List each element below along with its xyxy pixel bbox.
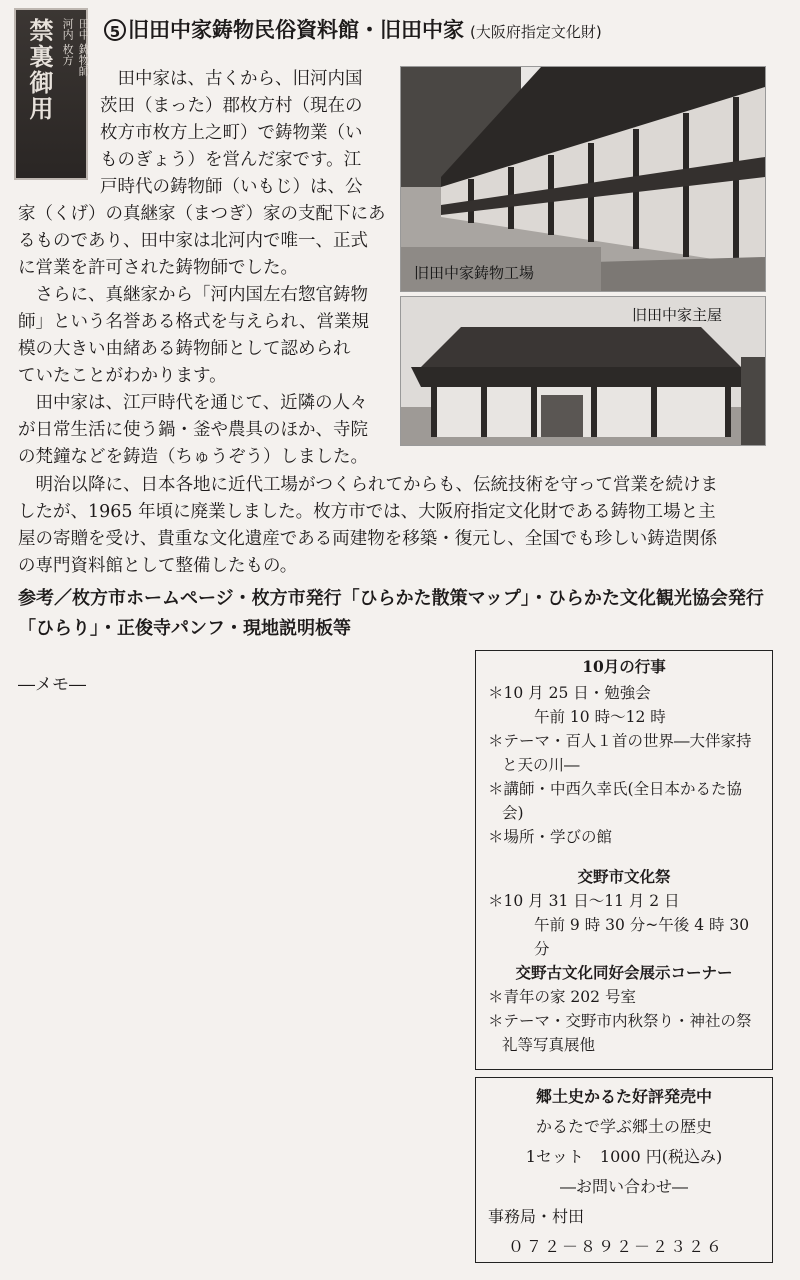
intro-line: るものであり、田中家は北河内で唯一、正式 [18,231,368,251]
intro-line: 家（くげ）の真継家（まつぎ）家の支配下にあ [18,204,386,224]
references: 参考／枚方市ホームページ・枚方市発行「ひらかた散策マップ」・ひらかた文化観光協会発行「ひらり」・正俊寺パンフ・現地説明板等 [18,588,764,639]
karuta-box [475,1077,773,1263]
intro-line: 田中家は、古くから、旧河内国 [100,69,363,89]
intro-line: ていたことがわかります。 [18,366,227,386]
foundry-photo [400,66,766,292]
body-line: 屋の寄贈を受け、貴重な文化遺産である両建物を移築・復元し、全国でも珍しい鋳造関係 [18,529,718,549]
intro-line: ものぎょう）を営んだ家です。江 [100,150,362,170]
contact-heading: ―お問い合わせ― [559,1177,688,1196]
event-lecturer: ＊講師・中西久幸氏(全日本かるた協会) [488,780,743,822]
intro-line: に営業を許可された鋳物師でした。 [18,258,298,278]
intro-line: 戸時代の鋳物師（いもじ）は、公 [100,177,363,197]
foundry-caption: 旧田中家鋳物工場 [414,264,535,282]
signboard-sub-text-2: 田中 鋳物師 [77,18,91,77]
title-text: 旧田中家鋳物民俗資料館・旧田中家 [128,18,464,42]
intro-line: 師」という名誉ある格式を与えられ、営業規 [18,312,370,332]
intro-line: 田中家は、江戸時代を通じて、近隣の人々 [18,393,368,413]
event-time: 午前 10 時～12 時 [534,708,666,726]
title-number: 5 [104,19,126,41]
intro-line: が日常生活に使う鍋・釜や農具のほか、寺院 [18,420,368,440]
karuta-heading: 郷土史かるた好評発売中 [535,1087,712,1106]
karuta-subtitle: かるたで学ぶ郷土の歴史 [535,1117,712,1136]
memo-label: ―メモ― [18,675,86,695]
event-place: ＊場所・学びの館 [488,828,613,846]
main-house-caption: 旧田中家主屋 [632,306,723,324]
karuta-price: 1セット 1000 円(税込み) [525,1147,723,1166]
exhibit-heading: 交野古文化同好会展示コーナー [515,963,733,982]
signboard-main-text: 禁裏御用 [25,18,54,122]
festival-date: ＊10 月 31 日～11 月 2 日 [488,892,680,910]
body-line: 明治以降に、日本各地に近代工場がつくられてからも、伝統技術を守って営業を続けま [18,475,718,495]
page-title [104,14,602,44]
intro-line: の梵鐘などを鋳造（ちゅうぞう）しました。 [18,447,368,467]
intro-line: さらに、真継家から「河内国左右惣官鋳物 [18,285,368,305]
events-box [475,650,773,1070]
intro-line: 茨田（まった）郡枚方村（現在の [100,96,363,116]
title-designation: (大阪府指定文化財) [470,23,602,41]
events-heading: 10月の行事 [582,657,666,676]
event-theme: ＊テーマ・百人１首の世界―大伴家持と天の川― [488,732,752,774]
body-line: したが、1965 年頃に廃業しました。枚方市では、大阪府指定文化財である鋳物工場と主 [18,502,716,522]
festival-time: 午前 9 時 30 分~午後 4 時 30 分 [534,916,750,958]
body-line: の専門資料館として整備したもの。 [18,556,298,576]
event-date: ＊10 月 25 日・勉強会 [488,684,651,702]
contact-phone: ０７２－８９２－２３２６ [508,1237,725,1256]
signboard-sub-text-1: 河内 枚方 [61,18,75,66]
intro-text [18,66,396,471]
festival-heading: 交野市文化祭 [577,867,671,886]
intro-line: 枚方市枚方上之町）で鋳物業（い [100,123,363,143]
exhibit-room: ＊青年の家 202 号室 [488,988,636,1006]
body-paragraph [18,472,788,580]
intro-line: 模の大きい由緒ある鋳物師として認められ [18,339,351,359]
contact-office: 事務局・村田 [488,1207,585,1226]
exhibit-theme: ＊テーマ・交野市内秋祭り・神社の祭礼等写真展他 [488,1012,752,1054]
